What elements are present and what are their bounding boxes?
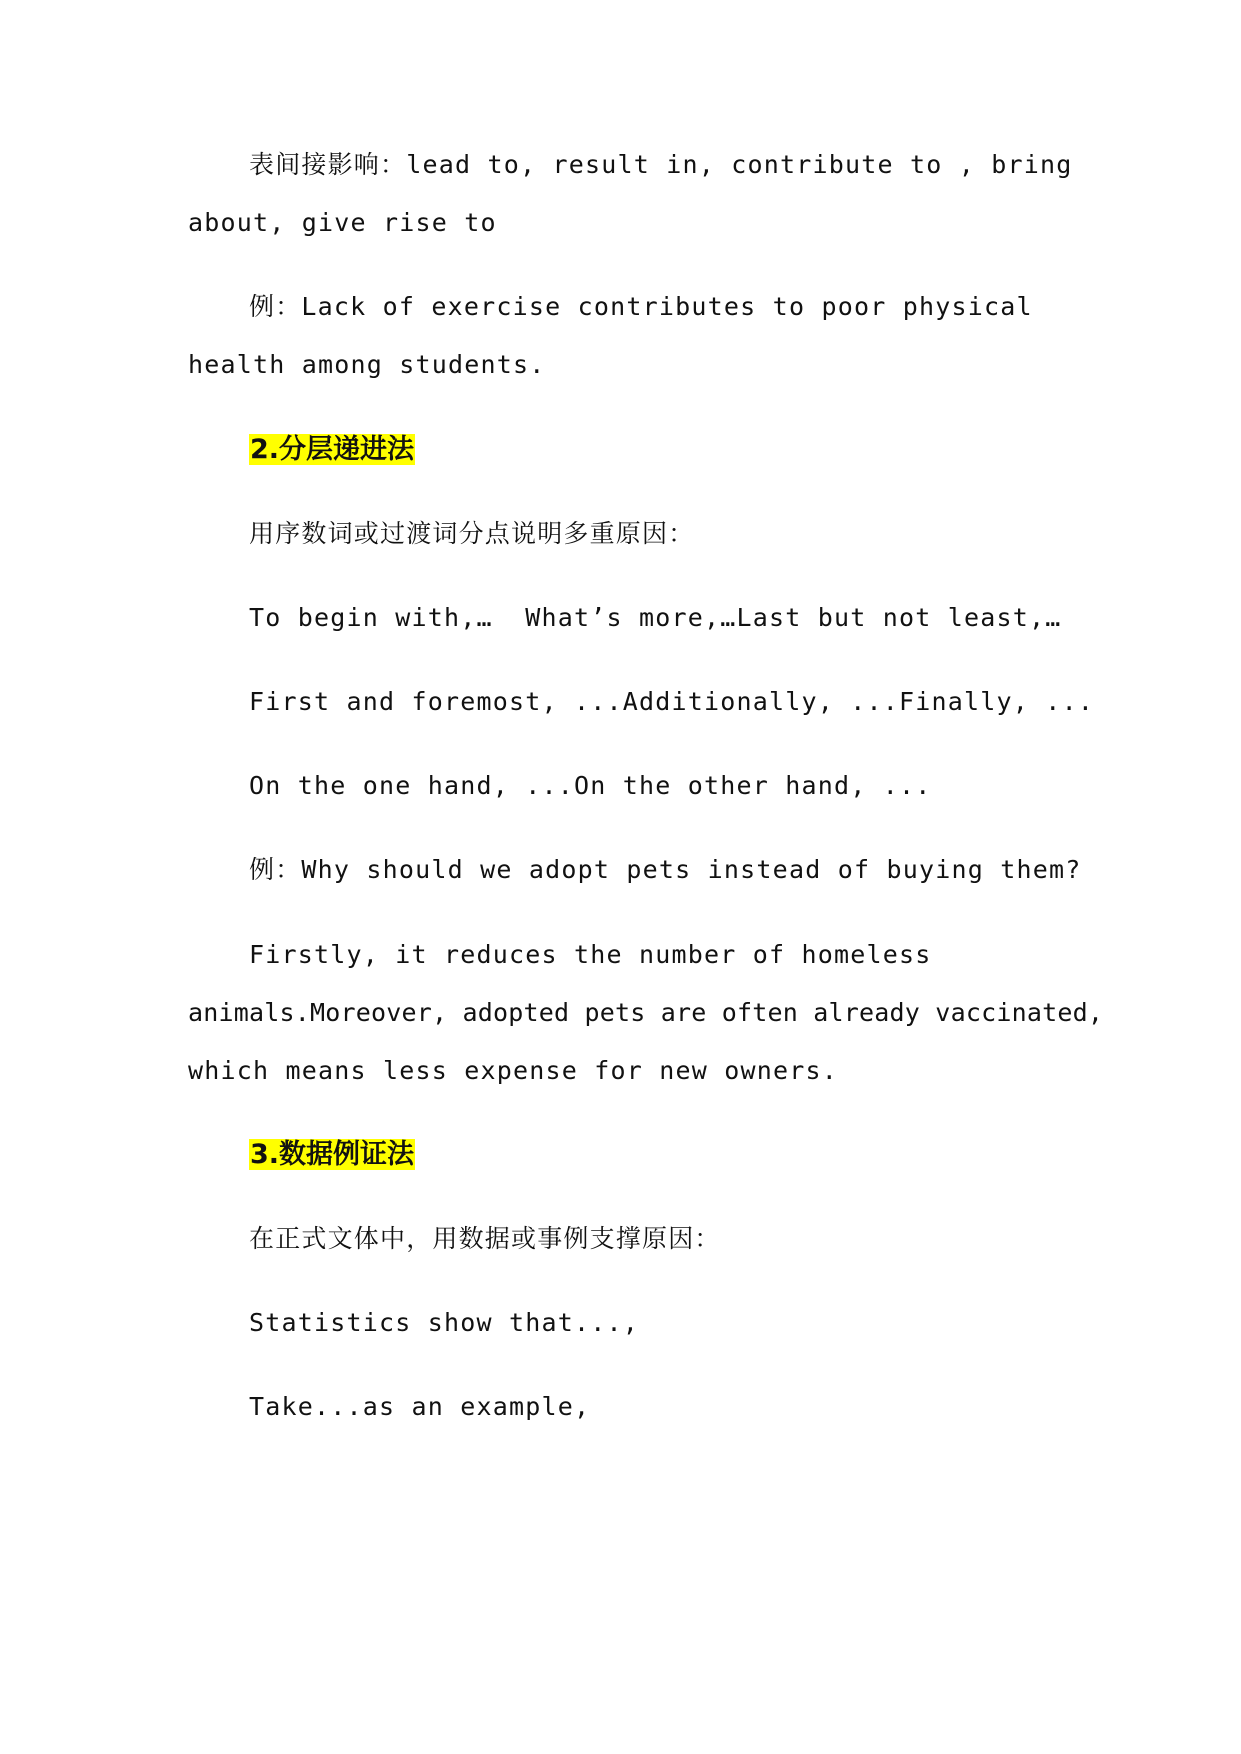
text-line-formal-intro: 在正式文体中，用数据或事例支撑原因：: [249, 1224, 721, 1253]
text-line-statistics: Statistics show that...,: [249, 1308, 640, 1337]
text-line-transitions-1: To begin with,… What’s more,…Last but not least,…: [249, 603, 1062, 632]
text-line-indirect-influence-cont: about, give rise to: [188, 208, 497, 237]
text-line-moreover: animals.Moreover, adopted pets are often already vaccinated,: [188, 998, 1104, 1027]
text-line-transitions-3: On the one hand, ...On the other hand, ...: [249, 771, 932, 800]
text-line-transitions-2: First and foremost, ...Additionally, ...Finally, ...: [249, 687, 1095, 716]
text-line-example-exercise: 例：Lack of exercise contributes to poor physical: [249, 292, 1033, 321]
text-line-example-pets: 例：Why should we adopt pets instead of buying them?: [249, 855, 1082, 884]
text-line-take-example: Take...as an example,: [249, 1392, 591, 1421]
text-line-firstly: Firstly, it reduces the number of homeless: [249, 940, 932, 969]
text-line-example-exercise-cont: health among students.: [188, 350, 546, 379]
section-heading-layered: [249, 430, 415, 470]
text-line-ordinal-intro: 用序数词或过渡词分点说明多重原因：: [249, 519, 695, 548]
highlighted-heading-text: 2.分层递进法: [250, 434, 415, 465]
text-line-indirect-influence: 表间接影响：lead to, result in, contribute to , bring: [249, 150, 1073, 179]
text-line-which-means: which means less expense for new owners.: [188, 1056, 839, 1085]
highlighted-heading-text: 3.数据例证法: [250, 1139, 415, 1170]
section-heading-data: [249, 1135, 415, 1175]
